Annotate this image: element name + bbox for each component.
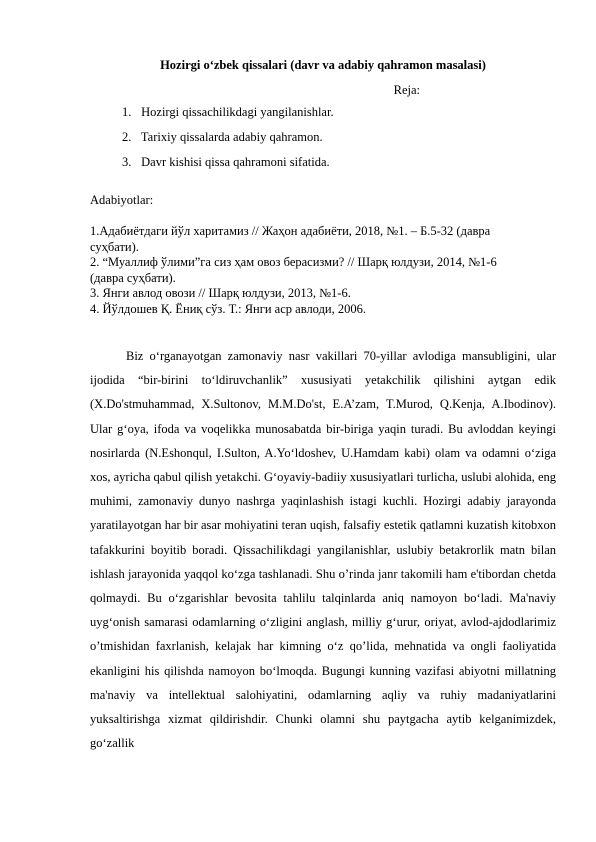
plan-item-number: 1. xyxy=(122,105,132,119)
plan-item xyxy=(122,128,334,153)
plan-item-number: 3. xyxy=(122,155,132,169)
plan-item xyxy=(122,153,334,178)
references-list xyxy=(90,224,520,317)
body-paragraph: Biz o‘rganayotgan zamonaviy nasr vakillari 70-yillar avlodiga mansubligini, ular ijodida “bir-birini to‘ldiruvchanlik” xususiyati yetakchilik qilishini aytgan edik (X.Do'stmuhammad, X.Sultonov, M.M.Do'st, E.A’zam, T.Murod, Q.Kenja, A.Ibodinov). Ular g‘oya, ifoda va voqelikka munosabatda bir-biriga yaqin turadi. Bu avloddan keyingi nosirlarda (N.Eshonqul, I.Sulton, A.Yo‘ldoshev, U.Hamdam kabi) olam va odamni o‘ziga xos, ayricha qabul qilish yetakchi. G‘oyaviy-badiiy xususiyatlari turlicha, uslubi alohida, eng muhimi, zamonaviy dunyo nashrga yaqinlashish istagi kuchli. Hozirgi adabiy jarayonda yaratilayotgan har bir asar mohiyatini teran uqish, falsafiy estetik qatlamni kuzatish kitobxon tafakkurini boyitib boradi. Qissachilikdagi yangilanishlar, uslubiy betakrorlik matn bilan ishlash jarayonida yaqqol ko‘zga tashlanadi. Shu o’rinda janr takomili ham e'tibordan chetda qolmaydi. Bu o‘zgarishlar bevosita tahlilu talqinlarda aniq namoyon bo‘ladi. Ma'naviy uyg‘onish samarasi odamlarning o‘zligini anglash, milliy g‘urur, oriyat, avlod-ajdodlarimiz o’tmishidan faxrlanish, kelajak har kimning o‘z qo’lida, mehnatida va ongli faoliyatida ekanligini his qilishda namoyon bo‘lmoqda. Bugungi kunning vazifasi abiyotni millatning ma'naviy va intellektual salohiyatini, odamlarning aqliy va ruhiy madaniyatlarini yuksaltirishga xizmat qildirishdir. Chunki olamni shu paytgacha aytib kelganimizdek, go‘zallik xyxy=(90,349,556,751)
reference-item: 3. Янги авлод овози // Шарқ юлдузи, 2013, №1-6. xyxy=(90,286,351,300)
references-heading: Adabiyotlar: xyxy=(90,193,154,207)
plan-item-text: Hozirgi qissachilikdagi yangilanishlar. xyxy=(141,105,334,119)
plan-item-number: 2. xyxy=(122,130,132,144)
plan-item-text: Davr kishisi qissa qahramoni sifatida. xyxy=(141,155,330,169)
plan-heading: Reja: xyxy=(393,83,420,97)
reference-item: 1.Адабиётдаги йўл харитамиз // Жаҳон адабиёти, 2018, №1. – Б.5-32 (давра суҳбати). xyxy=(90,224,491,254)
plan-item xyxy=(122,103,334,128)
plan-list xyxy=(122,103,334,178)
plan-item-text: Tarixiy qissalarda adabiy qahramon. xyxy=(140,130,323,144)
reference-item: 4. Йўлдошев Қ. Ёниқ сўз. Т.: Янги аср авлоди, 2006. xyxy=(90,301,366,316)
reference-item: 2. “Муаллиф ўлими”га сиз ҳам овоз берасизми? // Шарқ юлдузи, 2014, №1-6 (давра суҳбати). xyxy=(90,255,497,285)
document-title: Hozirgi o‘zbek qissalari (davr va adabiy qahramon masalasi) xyxy=(160,58,486,72)
